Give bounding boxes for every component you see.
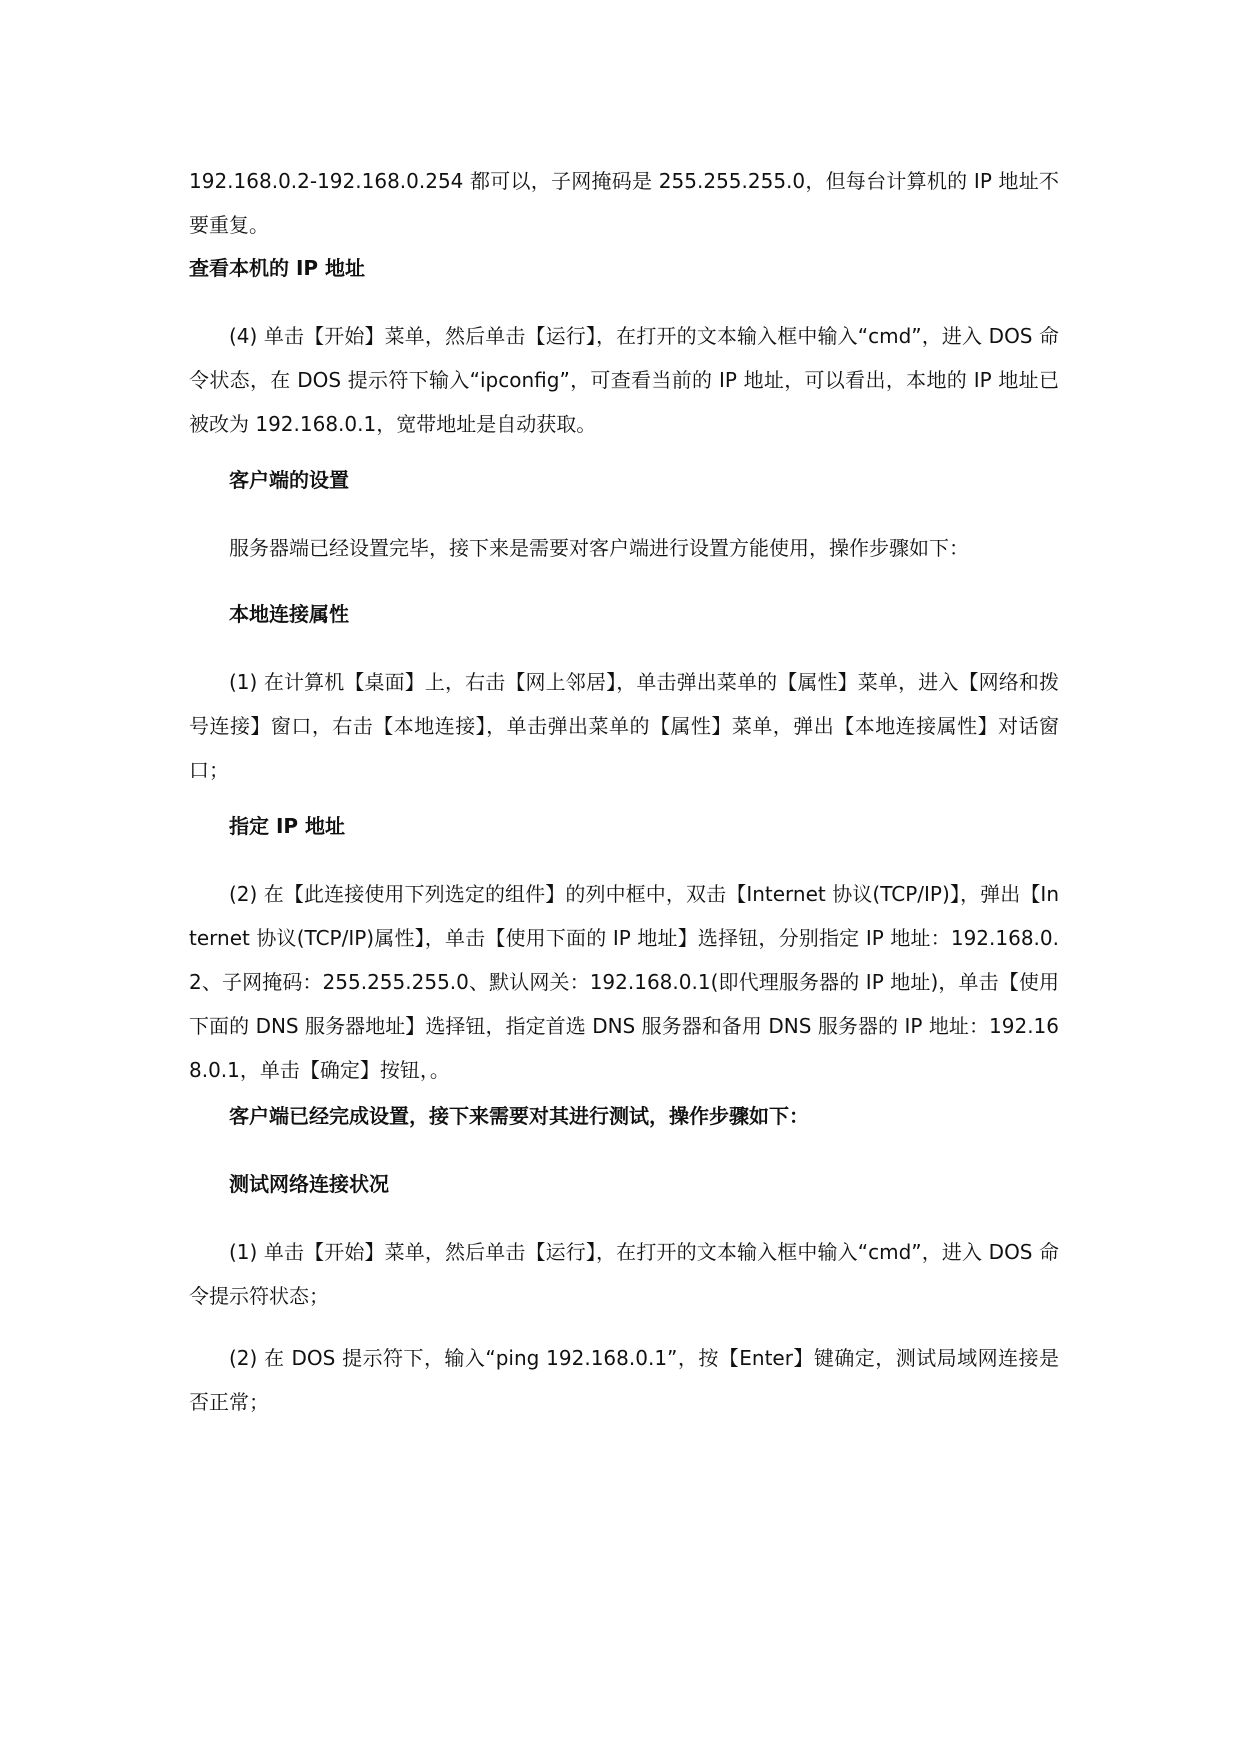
paragraph-local-connection-step: (1) 在计算机【桌面】上，右击【网上邻居】，单击弹出菜单的【属性】菜单，进入【网络和拨号连接】窗口，右击【本地连接】，单击弹出菜单的【属性】菜单，弹出【本地连接属性】对话窗口；	[189, 670, 1059, 782]
paragraph-ping-step: (2) 在 DOS 提示符下，输入“ping 192.168.0.1”，按【Enter】键确定，测试局域网连接是否正常；	[189, 1346, 1059, 1414]
heading-specify-ip: 指定 IP 地址	[229, 814, 346, 838]
paragraph-tcpip-step: (2) 在【此连接使用下列选定的组件】的列中框中，双击【Internet 协议(TCP/IP)】，弹出【Internet 协议(TCP/IP)属性】，单击【使用下面的 IP 地址】选择钮，分别指定 IP 地址：192.168.0.2、子网掩码：255.255.255.0、默认网关：192.168.0.1(即代理服务器的 IP 地址)，单击【使用下面的 DNS 服务器地址】选择钮，指定首选 DNS 服务器和备用 DNS 服务器的 IP 地址：192.168.0.1，单击【确定】按钮，。	[189, 882, 1059, 1082]
paragraph-ip-range: 192.168.0.2-192.168.0.254 都可以，子网掩码是 255.255.255.0，但每台计算机的 IP 地址不要重复。	[189, 169, 1059, 237]
paragraph-client-intro: 服务器端已经设置完毕，接下来是需要对客户端进行设置方能使用，操作步骤如下：	[229, 536, 969, 560]
heading-test-network: 测试网络连接状况	[229, 1172, 389, 1196]
heading-client-complete: 客户端已经完成设置，接下来需要对其进行测试，操作步骤如下：	[229, 1104, 809, 1128]
paragraph-cmd-step: (1) 单击【开始】菜单，然后单击【运行】，在打开的文本输入框中输入“cmd”，进入 DOS 命令提示符状态；	[189, 1240, 1059, 1308]
heading-view-local-ip: 查看本机的 IP 地址	[189, 256, 366, 280]
paragraph-ipconfig-step: (4) 单击【开始】菜单，然后单击【运行】，在打开的文本输入框中输入“cmd”，进入 DOS 命令状态，在 DOS 提示符下输入“ipconfig”，可查看当前的 IP 地址，可以看出，本地的 IP 地址已被改为 192.168.0.1，宽带地址是自动获取。	[189, 324, 1059, 436]
heading-local-connection-properties: 本地连接属性	[229, 602, 349, 626]
heading-client-setup: 客户端的设置	[229, 468, 349, 492]
